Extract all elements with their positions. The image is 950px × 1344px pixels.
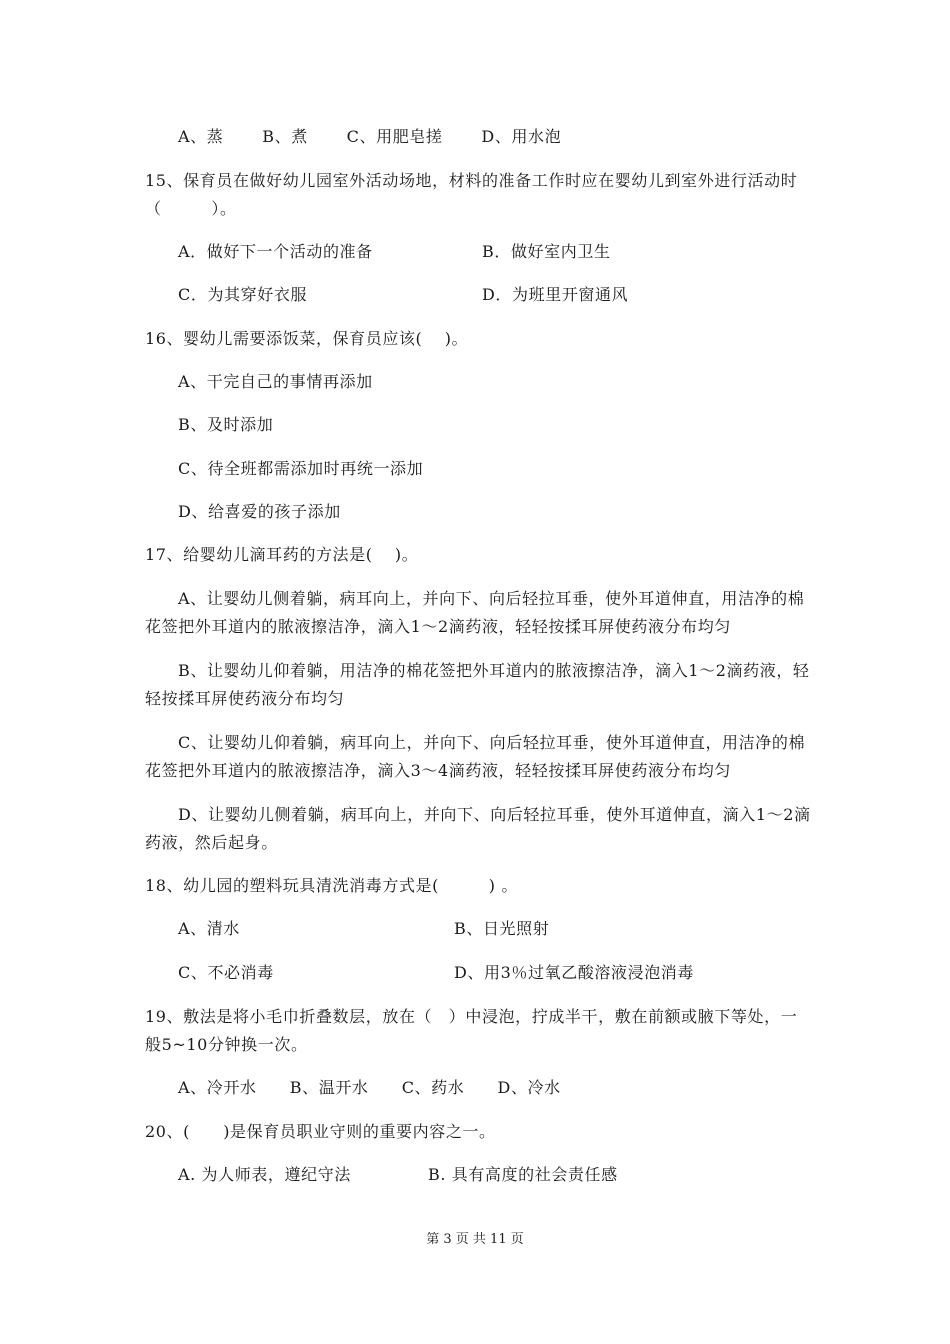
q17-option-b-line2: 轻按揉耳屏使药液分布均匀 — [145, 689, 345, 708]
q15-stem-line1: 15、保育员在做好幼儿园室外活动场地，材料的准备工作时应在婴幼儿到室外进行活动时 — [145, 171, 798, 190]
q17-option-d-line2: 药液，然后起身。 — [145, 833, 278, 852]
q19-stem-line1: 19、敷法是将小毛巾折叠数层，放在（ ）中浸泡，拧成半干，敷在前额或腋下等处，一 — [145, 1007, 798, 1026]
q15-option-b: B．做好室内卫生 — [482, 242, 611, 261]
q15-option-d: D．为班里开窗通风 — [482, 285, 629, 304]
q14-options: A、蒸 B、煮 C、用肥皂搓 D、用水泡 — [178, 127, 562, 146]
q15-stem-line2: （ ）。 — [145, 199, 237, 218]
q16-option-b: B、及时添加 — [178, 415, 274, 434]
q18-stem: 18、幼儿园的塑料玩具清洗消毒方式是( ) 。 — [145, 876, 518, 895]
q18-option-a: A、清水 — [178, 919, 240, 938]
q20-option-a: A. 为人师表，遵纪守法 — [178, 1165, 351, 1184]
q15-option-a: A．做好下一个活动的准备 — [178, 242, 373, 261]
q18-option-d: D、用3％过氧乙酸溶液浸泡消毒 — [454, 963, 695, 982]
q17-option-c-line1: C、让婴幼儿仰着躺，病耳向上，并向下、向后轻拉耳垂，使外耳道伸直，用洁净的棉 — [178, 733, 806, 752]
q16-option-a: A、干完自己的事情再添加 — [178, 372, 373, 391]
q20-stem: 20、( )是保育员职业守则的重要内容之一。 — [145, 1122, 496, 1141]
q16-option-c: C、待全班都需添加时再统一添加 — [178, 459, 424, 478]
q18-option-b: B、日光照射 — [454, 919, 550, 938]
q17-option-a-line2: 花签把外耳道内的脓液擦洁净，滴入1～2滴药液，轻轻按揉耳屏使药液分布均匀 — [145, 617, 731, 636]
page-footer: 第 3 页 共 11 页 — [426, 1232, 524, 1247]
q17-option-d-line1: D、让婴幼儿侧着躺，病耳向上，并向下、向后轻拉耳垂，使外耳道伸直，滴入1～2滴 — [178, 805, 811, 824]
q17-option-b-line1: B、让婴幼儿仰着躺，用洁净的棉花签把外耳道内的脓液擦洁净，滴入1～2滴药液，轻 — [178, 661, 810, 680]
q19-options: A、冷开水 B、温开水 C、药水 D、冷水 — [178, 1078, 561, 1097]
q17-stem: 17、给婴幼儿滴耳药的方法是( )。 — [145, 545, 419, 564]
q16-option-d: D、给喜爱的孩子添加 — [178, 502, 341, 521]
q18-option-c: C、不必消毒 — [178, 963, 274, 982]
q15-option-c: C．为其穿好衣服 — [178, 285, 308, 304]
q16-stem: 16、婴幼儿需要添饭菜，保育员应该( )。 — [145, 329, 469, 348]
q17-option-a-line1: A、让婴幼儿侧着躺，病耳向上，并向下、向后轻拉耳垂，使外耳道伸直，用洁净的棉 — [178, 589, 805, 608]
q19-stem-line2: 般5~10分钟换一次。 — [145, 1035, 308, 1054]
q17-option-c-line2: 花签把外耳道内的脓液擦洁净，滴入3～4滴药液，轻轻按揉耳屏使药液分布均匀 — [145, 761, 731, 780]
q20-option-b: B. 具有高度的社会责任感 — [428, 1165, 618, 1184]
